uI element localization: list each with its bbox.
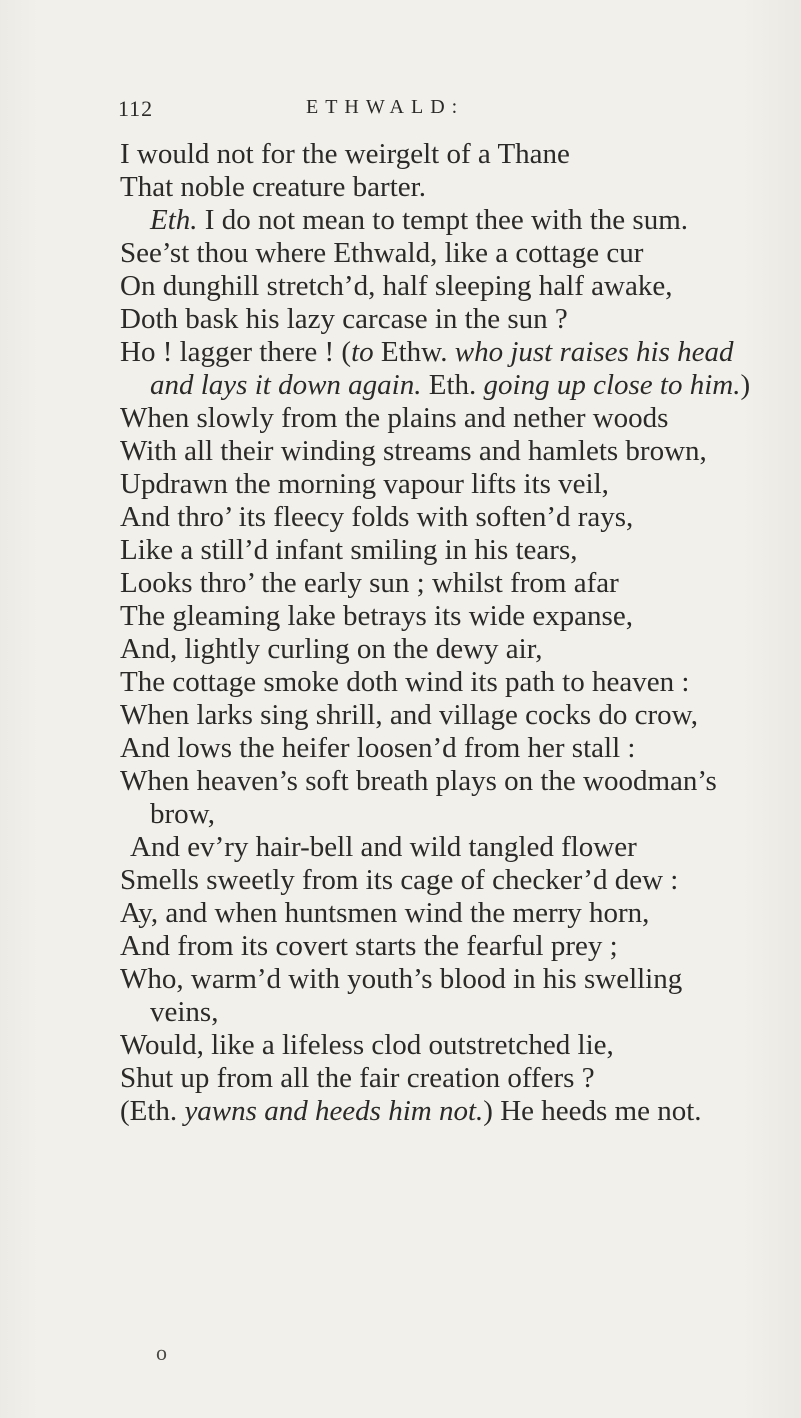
- speaker-name: Eth.: [150, 204, 198, 236]
- verse-line: When larks sing shrill, and village cocks do crow,: [120, 699, 698, 731]
- verse-line: The gleaming lake betrays its wide expanse,: [120, 600, 633, 632]
- stage-direction: going up close to him.: [483, 369, 741, 401]
- verse-line: Who, warm’d with youth’s blood in his swelling: [120, 963, 683, 995]
- stage-direction: to: [351, 336, 374, 368]
- page-number: 112: [118, 96, 154, 121]
- verse-line: Like a still’d infant smiling in his tears,: [120, 534, 578, 566]
- verse-line: Smells sweetly from its cage of checker’d dew :: [120, 864, 679, 896]
- stage-direction: and lays it down again.: [150, 369, 422, 401]
- verse-line: [120, 204, 780, 237]
- verse-text: [120, 138, 780, 1128]
- verse-line: [120, 369, 780, 402]
- verse-line: [120, 1095, 780, 1128]
- verse-line: Looks thro’ the early sun ; whilst from afar: [120, 567, 619, 599]
- verse-line: [120, 336, 780, 369]
- verse-line: Ay, and when huntsmen wind the merry horn,: [120, 897, 650, 929]
- speaker-name: Ethw.: [373, 336, 455, 368]
- speech-text: Ho ! lagger there ! (: [120, 336, 352, 368]
- bracket: ): [740, 369, 751, 401]
- verse-line: With all their winding streams and hamlets brown,: [120, 435, 707, 467]
- stage-direction: who just raises his head: [454, 336, 734, 368]
- verse-line: When heaven’s soft breath plays on the woodman’s: [120, 765, 717, 797]
- verse-line-continued: veins,: [150, 996, 219, 1028]
- verse-line: The cottage smoke doth wind its path to heaven :: [120, 666, 690, 698]
- verse-line-continued: brow,: [150, 798, 215, 830]
- verse-line: And ev’ry hair-bell and wild tangled flower: [130, 831, 637, 863]
- verse-line: Doth bask his lazy carcase in the sun ?: [120, 303, 568, 335]
- speaker-name: (Eth.: [120, 1095, 185, 1127]
- verse-line: Shut up from all the fair creation offers ?: [120, 1062, 595, 1094]
- page-header: [118, 96, 678, 130]
- running-head: ETHWALD:: [306, 96, 465, 118]
- verse-line: And lows the heifer loosen’d from her stall :: [120, 732, 636, 764]
- speech-text: I do not mean to tempt thee with the sum.: [204, 204, 689, 236]
- stage-direction: yawns and heeds him not.: [184, 1095, 484, 1127]
- verse-line: See’st thou where Ethwald, like a cottage cur: [120, 237, 644, 269]
- verse-line: When slowly from the plains and nether woods: [120, 402, 669, 434]
- verse-line: I would not for the weirgelt of a Thane: [120, 138, 570, 170]
- verse-line: Updrawn the morning vapour lifts its veil,: [120, 468, 609, 500]
- verse-line: On dunghill stretch’d, half sleeping half awake,: [120, 270, 673, 302]
- verse-line: And, lightly curling on the dewy air,: [120, 633, 543, 665]
- verse-line: That noble creature barter.: [120, 171, 426, 203]
- speech-text: ) He heeds me not.: [483, 1095, 702, 1127]
- verse-line: Would, like a lifeless clod outstretched lie,: [120, 1029, 614, 1061]
- signature-mark: o: [156, 1340, 167, 1365]
- verse-line: And from its covert starts the fearful prey ;: [120, 930, 618, 962]
- verse-line: And thro’ its fleecy folds with soften’d rays,: [120, 501, 634, 533]
- speaker-name: Eth.: [421, 369, 484, 401]
